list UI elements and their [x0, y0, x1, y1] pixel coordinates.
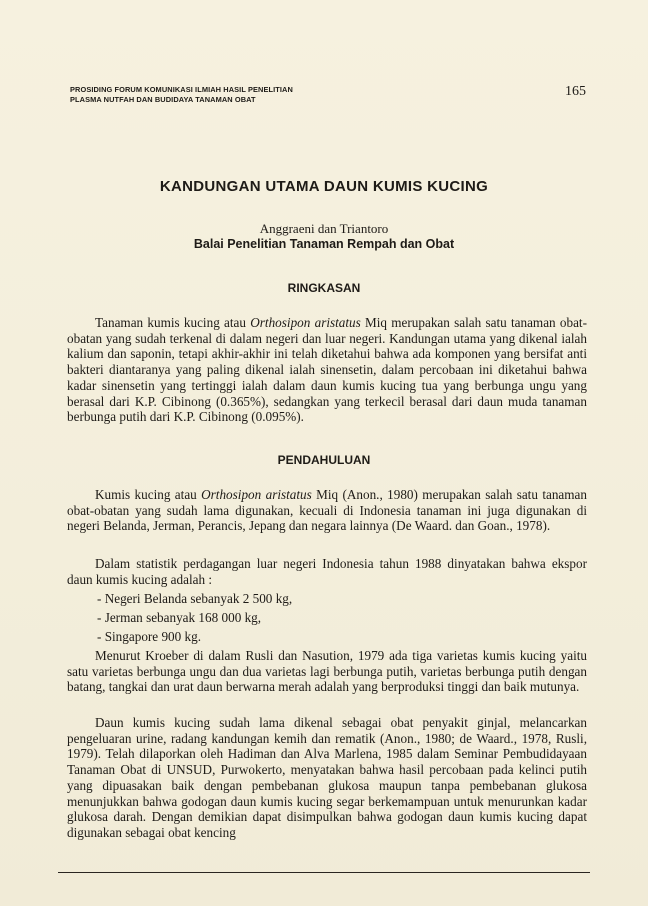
intro-paragraph-1-text [67, 487, 587, 534]
paper-title: KANDUNGAN UTAMA DAUN KUMIS KUCING [159, 178, 489, 195]
species-name: Orthosipon aristatus [250, 315, 361, 330]
running-header-line-2: PLASMA NUTFAH DAN BUDIDAYA TANAMAN OBAT [70, 95, 256, 104]
page-number: 165 [565, 84, 586, 99]
running-header-line-1: PROSIDING FORUM KOMUNIKASI ILMIAH HASIL PENELITIAN [70, 85, 293, 94]
institution: Balai Penelitian Tanaman Rempah dan Obat [193, 237, 455, 251]
abstract-body [67, 315, 587, 425]
intro-paragraph-2 [67, 556, 587, 587]
export-list-item: - Negeri Belanda sebanyak 2 500 kg, [97, 591, 293, 606]
introduction-heading: PENDAHULUAN [277, 453, 371, 467]
authors: Anggraeni dan Triantoro [259, 221, 389, 236]
export-list-item: - Singapore 900 kg. [97, 628, 202, 644]
intro-paragraph-4 [67, 715, 587, 841]
species-name: Orthosipon aristatus [201, 487, 312, 502]
export-list-item: - Jerman sebanyak 168 000 kg, [97, 609, 262, 625]
running-header [70, 85, 293, 105]
intro-paragraph-1 [67, 487, 587, 534]
intro-p1-start: Kumis kucing atau [95, 487, 202, 502]
abstract-text-rest: Miq merupakan salah satu tanaman obat-obatan yang sudah terkenal di dalam negeri dan luar negeri. Kandungan utama yang dikenal ialah kalium dan saponin, tetapi akhir-akhir ini telah diketahui bahwa ada komponen yang bersifat anti bakteri diantaranya yang paling dikenal ialah sinensetin, dalam percobaan ini diketahui bahwa kadar sinensetin yang tertinggi ialah dalam daun kumis kucing tua yang berbunga ungu yang berasal dari K.P. Cibinong (0.365%), sedangkan yang terkecil berasal dari daun muda tanaman berbunga putih dari K.P. Cibinong (0.095%). [67, 315, 587, 425]
intro-p1-rest: Miq (Anon., 1980) merupakan salah satu tanaman obat-obatan yang sudah lama digunakan, kecuali di Indonesia tanaman ini juga digunakan di negeri Belanda, Jerman, Perancis, Jepang dan negara lainnya (De Waard. dan Goan., 1978). [67, 487, 587, 534]
export-list [67, 590, 587, 646]
intro-paragraph-3 [67, 648, 587, 695]
intro-paragraph-4-text: Daun kumis kucing sudah lama dikenal sebagai obat penyakit ginjal, melancarkan pengeluaran urine, radang kandungan kemih dan rematik (Anon., 1980; de Waard., 1978, Rusli, 1979). Telah dilaporkan oleh Hadiman dan Alva Marlena, 1985 dalam Seminar Pembudidayaan Tanaman Obat di UNSUD, Purwokerto, menyatakan bahwa hasil percobaan pada kelinci putih yang dipuasakan baik dengan pembebanan glukosa maupun tanpa pembebanan glukosa menunjukkan bahwa godogan daun kumis kucing segar berkemampuan untuk menurunkan kadar glukosa darah. Dengan demikian dapat disimpulkan bahwa godogan daun kumis kucing dapat digunakan sebagai obat kencing [67, 715, 587, 840]
abstract-text-start: Tanaman kumis kucing atau [95, 315, 251, 330]
intro-paragraph-3-text: Menurut Kroeber di dalam Rusli dan Nasution, 1979 ada tiga varietas kumis kucing yaitu satu varietas berbunga ungu dan dua varietas lagi berbunga putih, varietas berbunga putih dengan batang, tangkai dan urat daun berwarna merah adalah yang berproduksi tinggi dan baik mutunya. [67, 648, 587, 695]
intro-paragraph-2-text: Dalam statistik perdagangan luar negeri Indonesia tahun 1988 dinyatakan bahwa ekspor daun kumis kucing adalah : [67, 556, 587, 587]
bottom-divider [58, 872, 590, 873]
abstract-heading: RINGKASAN [287, 281, 361, 295]
abstract-paragraph [67, 315, 587, 425]
